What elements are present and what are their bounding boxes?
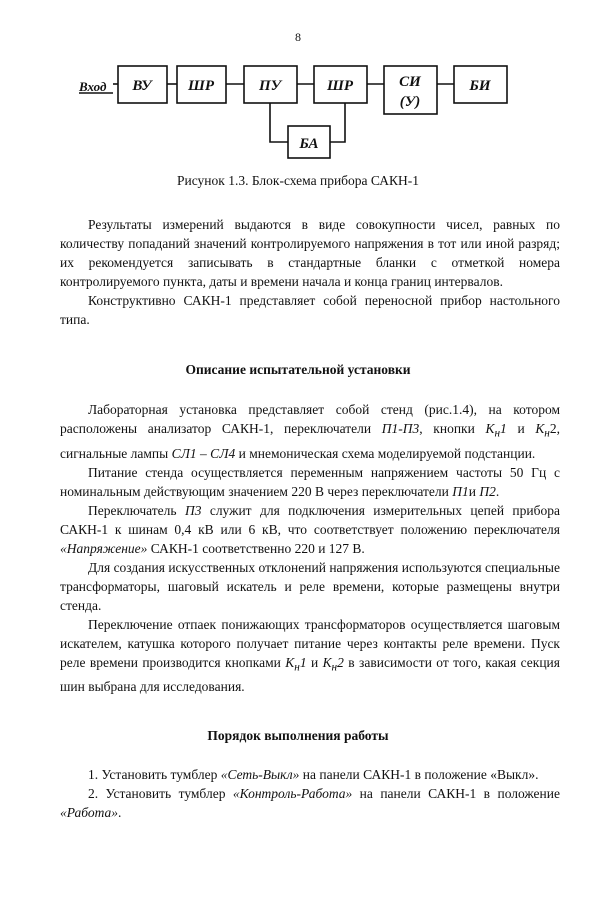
text-signal-lamps: СЛ1 – СЛ4 [171, 445, 236, 461]
paragraph-deviations: Для создания искусственных отклонений напряжения используются специальные трансформаторы, шаговый искатель и реле времени, которые размещены внутри стенда. [60, 559, 560, 613]
paragraph-power [60, 463, 560, 501]
block-shr-1 [177, 66, 226, 103]
block-shr-2-label: ШР [326, 78, 354, 94]
block-pu [244, 66, 297, 103]
text-run: служит для подключения измерительных цепей прибора САКН-1 к шинам 0,4 кВ или 6 кВ, что соответствует положению переключателя [60, 502, 560, 537]
setup-text [60, 400, 560, 696]
block-pu-label: ПУ [258, 78, 282, 94]
input-label: Вход [79, 79, 107, 94]
text-run: Переключение отпаек понижающих трансформаторов осуществляется шаговым искателем, катушка которого получает питание через контакты реле времени. Пуск реле времени производится кнопками [60, 616, 560, 670]
text-run: САКН-1 соответственно 220 и 127 В. [147, 540, 365, 556]
text-switch-p1: П1 [452, 483, 469, 499]
button-kn2-label: $К_н$ [535, 421, 550, 440]
text-run: 1. Установить тумблер [88, 767, 221, 782]
heading-procedure: Порядок выполнения работы [207, 728, 389, 743]
page-number: 8 [295, 30, 301, 44]
procedure-text [60, 765, 560, 822]
text-run: на панели САКН-1 в положение [352, 786, 560, 801]
text-run: и [506, 421, 536, 436]
paragraph-results: Результаты измерений выдаются в виде совокупности чисел, равных по количеству попаданий значений контролируемого напряжения в тот или иной разряд; их рекомендуется записывать в стандартные бланки с отметкой номера контролируемого пункта, даты и времени начала и конца границ интервалов. [60, 217, 560, 289]
block-bi-label: БИ [469, 78, 491, 94]
paragraph-lab-setup [60, 400, 560, 463]
block-ba [288, 126, 330, 158]
block-si-label: СИ [399, 74, 421, 90]
text-switch-p3: П3 [184, 502, 202, 518]
block-ba-label: БА [299, 136, 319, 152]
text-mode-work: «Работа» [60, 805, 119, 820]
block-vu-label: ВУ [132, 78, 152, 94]
step-2 [60, 784, 560, 822]
step-1 [60, 765, 560, 784]
figure-caption: Рисунок 1.3. Блок-схема прибора САКН-1 [177, 173, 419, 188]
text-run: и мнемоническая схема моделируемой подстанции. [235, 445, 536, 461]
block-shr-1-label: ШР [187, 78, 215, 94]
block-shr-2 [314, 66, 367, 103]
feedback-loop-return [330, 103, 345, 142]
text-switches: П1-П3 [381, 421, 420, 436]
text-run: , кнопки [419, 421, 486, 436]
button-kn2-label: $К_н2$ [322, 654, 344, 674]
block-bi [454, 66, 507, 103]
paragraph-switching [60, 615, 560, 697]
block-si-sublabel: (У) [399, 94, 421, 110]
text-run: 2, сигнальные лампы [60, 421, 561, 461]
button-kn1-label: $К_н1$ [485, 421, 507, 440]
text-run: . [495, 483, 500, 499]
text-run: Переключатель [88, 502, 185, 518]
text-toggle-mode: «Контроль-Работа» [232, 786, 353, 801]
text-toggle-power: «Сеть-Выкл» [220, 767, 300, 782]
text-run: в зависимости от того, какая секция шин выбрана для исследования. [60, 654, 560, 695]
button-kn1-label: $К_н1$ [285, 654, 307, 674]
text-voltage-mode: «Напряжение» [60, 540, 148, 556]
paragraph-switch-p3 [60, 501, 560, 558]
text-run: и [468, 483, 480, 499]
heading-setup-description: Описание испытательной установки [185, 362, 411, 377]
feedback-loop [270, 103, 288, 142]
text-switch-p2: П2 [479, 483, 496, 499]
text-run: Лабораторная установка представляет собой стенд (рис.1.4), на котором расположены анализатор САКН-1, переключатели [60, 402, 560, 436]
text-run: . [118, 805, 122, 820]
text-run: 2. Установить тумблер [88, 786, 233, 801]
block-si [384, 66, 437, 114]
block-diagram [0, 0, 596, 170]
text-run: Питание стенда осуществляется переменным напряжением частоты 50 Гц с номинальным действующим значением 220 В через переключатели [60, 464, 560, 499]
text-run: на панели САКН-1 в положение «Выкл». [299, 767, 539, 782]
intro-text [60, 215, 560, 329]
text-run: и [306, 654, 323, 670]
block-vu [118, 66, 167, 103]
paragraph-construction: Конструктивно САКН-1 представляет собой переносной прибор настольного типа. [60, 293, 560, 327]
